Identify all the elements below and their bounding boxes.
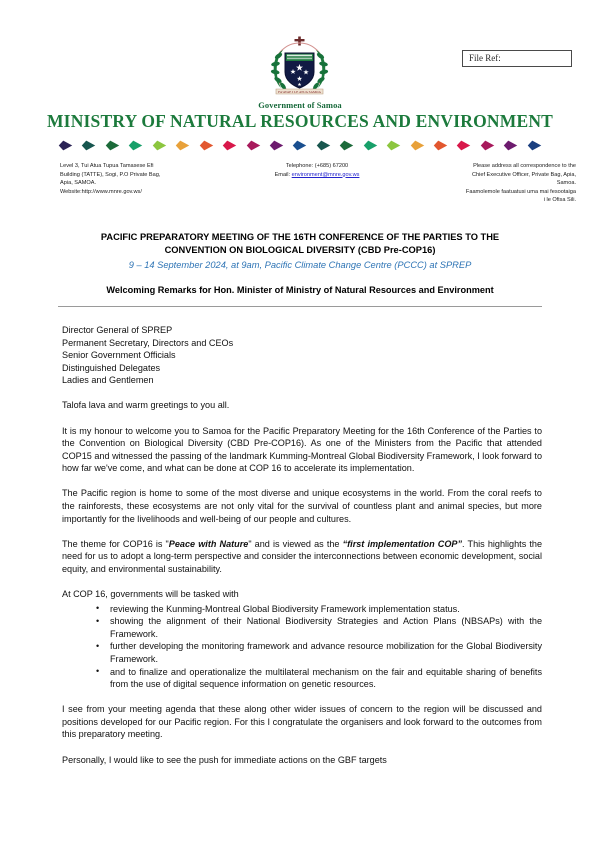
list-item: • reviewing the Kunming-Montreal Global Biodiversity Framework implementation status. <box>96 603 542 616</box>
paragraph-pacific-region: The Pacific region is home to some of the most diverse and unique ecosystems in the world. From the coral reefs to the rainforests, these ecosystems are not only vital for the survival of countless plant and animal species, but more importantly for the livelihoods and well-being of our people and cultures. <box>62 488 542 524</box>
theme-first-implementation-cop: “first implementation COP” <box>342 538 463 549</box>
diamond-icon <box>199 139 214 152</box>
document-title-line-2: CONVENTION ON BIOLOGICAL DIVERSITY (CBD Pre-COP16) <box>164 244 436 255</box>
diamond-icon <box>222 139 237 152</box>
diamond-icon <box>503 139 518 152</box>
greeting-paragraph: Talofa lava and warm greetings to you all. <box>62 400 230 411</box>
diamond-icon <box>410 139 425 152</box>
theme-peace-with-nature: Peace with Nature <box>168 538 249 549</box>
list-item: • and to finalize and operationalize the multilateral mechanism on the fair and equitable sharing of benefits from the use of digital sequence information on genetic resources. <box>96 666 542 691</box>
letterhead <box>0 0 600 152</box>
diamond-icon <box>527 139 542 152</box>
diamond-icon <box>105 139 120 152</box>
contact-block <box>60 162 576 205</box>
diamond-icon <box>292 139 307 152</box>
theme-text-3: . This highlights the need for us to adopt a long-term perspective and consider the interconnections between economic development, social equity, and environmental sustainability. <box>62 538 543 574</box>
diamond-icon <box>246 139 261 152</box>
salutation-item: Senior Government Officials <box>62 350 176 361</box>
diamond-icon <box>363 139 378 152</box>
email-line <box>232 171 402 180</box>
paragraph-theme <box>62 538 542 576</box>
document-title-line-1: PACIFIC PREPARATORY MEETING OF THE 16TH CONFERENCE OF THE PARTIES TO THE <box>100 231 500 242</box>
document-title <box>58 231 542 257</box>
paragraph-personally: Personally, I would like to see the push for immediate actions on the GBF targets <box>62 754 387 765</box>
crest-container <box>0 36 600 98</box>
samoa-coat-of-arms-icon <box>263 36 337 98</box>
contact-address <box>60 162 232 205</box>
paragraph-agenda: I see from your meeting agenda that these along other wider issues of concern to the region will be discussed and positions developed for our Pacific region. For this I congratulate the organisers and look forward to the outcomes from this preparatory meeting. <box>62 704 542 740</box>
email-label: Email: <box>274 171 292 178</box>
title-divider <box>58 306 542 307</box>
theme-text-2: " and is viewed as the <box>248 538 343 549</box>
title-block <box>58 231 542 307</box>
paragraph-honour: It is my honour to welcome you to Samoa for the Pacific Preparatory Meeting for the 16th Conference of the Parties to the Convention on Biological Diversity (CBD Pre-COP16). As one of the Ministers from the Pacific that attended COP15 and witnessed the passing of the landmark Kumming-Montreal Global Biodiversity Framework, I look forward to how far we've come, and what can be done at COP 16 to accelerate its implementation. <box>62 425 542 474</box>
diamond-icon <box>128 139 143 152</box>
document-body <box>62 324 542 766</box>
email-address[interactable]: environment@mnre.gov.ws <box>291 171 360 178</box>
salutation-list <box>62 324 542 387</box>
tasked-intro: At COP 16, governments will be tasked with <box>62 588 239 599</box>
address-line-2: Building (TATTE), Sogi, P.O Private Bag, <box>60 171 161 178</box>
correspondence-line-2: Chief Executive Officer, Private Bag, Apia, <box>471 171 576 178</box>
salutation-item: Distinguished Delegates <box>62 362 161 373</box>
correspondence-line-4: Faamolemole faatuatusi uma mai fesootaiga <box>465 188 576 195</box>
contact-correspondence <box>402 162 576 205</box>
diamond-icon <box>316 139 331 152</box>
address-line-3: Apia, SAMOA. <box>60 180 97 187</box>
file-ref-box[interactable] <box>462 50 572 67</box>
address-line-1: Level 3, Tui Atua Tupua Tamasese Efi <box>60 163 154 169</box>
website-line <box>60 188 232 197</box>
correspondence-line-5: i le Ofisa Sili. <box>543 197 576 204</box>
diamond-icon <box>81 139 96 152</box>
telephone-line: Telephone: (+685) 67200 <box>285 163 349 169</box>
diamond-icon <box>456 139 471 152</box>
diamond-icon <box>339 139 354 152</box>
file-ref-label: File Ref: <box>469 53 501 63</box>
diamond-divider <box>58 139 542 152</box>
diamond-icon <box>58 139 73 152</box>
cop16-tasks-list <box>62 603 542 691</box>
document-subtitle: 9 – 14 September 2024, at 9am, Pacific Climate Change Centre (PCCC) at SPREP <box>128 259 472 270</box>
theme-text-1: The theme for COP16 is " <box>62 538 169 549</box>
ministry-title: MINISTRY OF NATURAL RESOURCES AND ENVIRONMENT <box>46 111 554 131</box>
diamond-icon <box>386 139 401 152</box>
salutation-item: Permanent Secretary, Directors and CEOs <box>62 337 234 348</box>
correspondence-line-1: Please address all correspondence to the <box>473 163 576 169</box>
diamond-icon <box>175 139 190 152</box>
government-of-samoa-label: Government of Samoa <box>258 100 342 110</box>
svg-text:FA'AVAE I LE ATUA SAMOA: FA'AVAE I LE ATUA SAMOA <box>278 90 321 94</box>
list-item: • showing the alignment of their National Biodiversity Strategies and Action Plans (NBSAPs) with the Framework. <box>96 615 542 640</box>
contact-phone-email <box>232 162 402 205</box>
salutation-item: Ladies and Gentlemen <box>62 375 154 386</box>
diamond-icon <box>269 139 284 152</box>
diamond-icon <box>480 139 495 152</box>
welcoming-remarks-heading: Welcoming Remarks for Hon. Minister of Ministry of Natural Resources and Environment <box>106 284 494 295</box>
salutation-item: Director General of SPREP <box>62 324 173 335</box>
website-url[interactable]: http://www.mnre.gov.ws/ <box>81 188 142 195</box>
website-label: Website: <box>60 188 82 195</box>
list-item: • further developing the monitoring framework and advance resource mobilization for the Global Biodiversity Framework. <box>96 640 542 665</box>
diamond-icon <box>433 139 448 152</box>
diamond-icon <box>152 139 167 152</box>
correspondence-line-3: Samoa. <box>556 180 576 187</box>
